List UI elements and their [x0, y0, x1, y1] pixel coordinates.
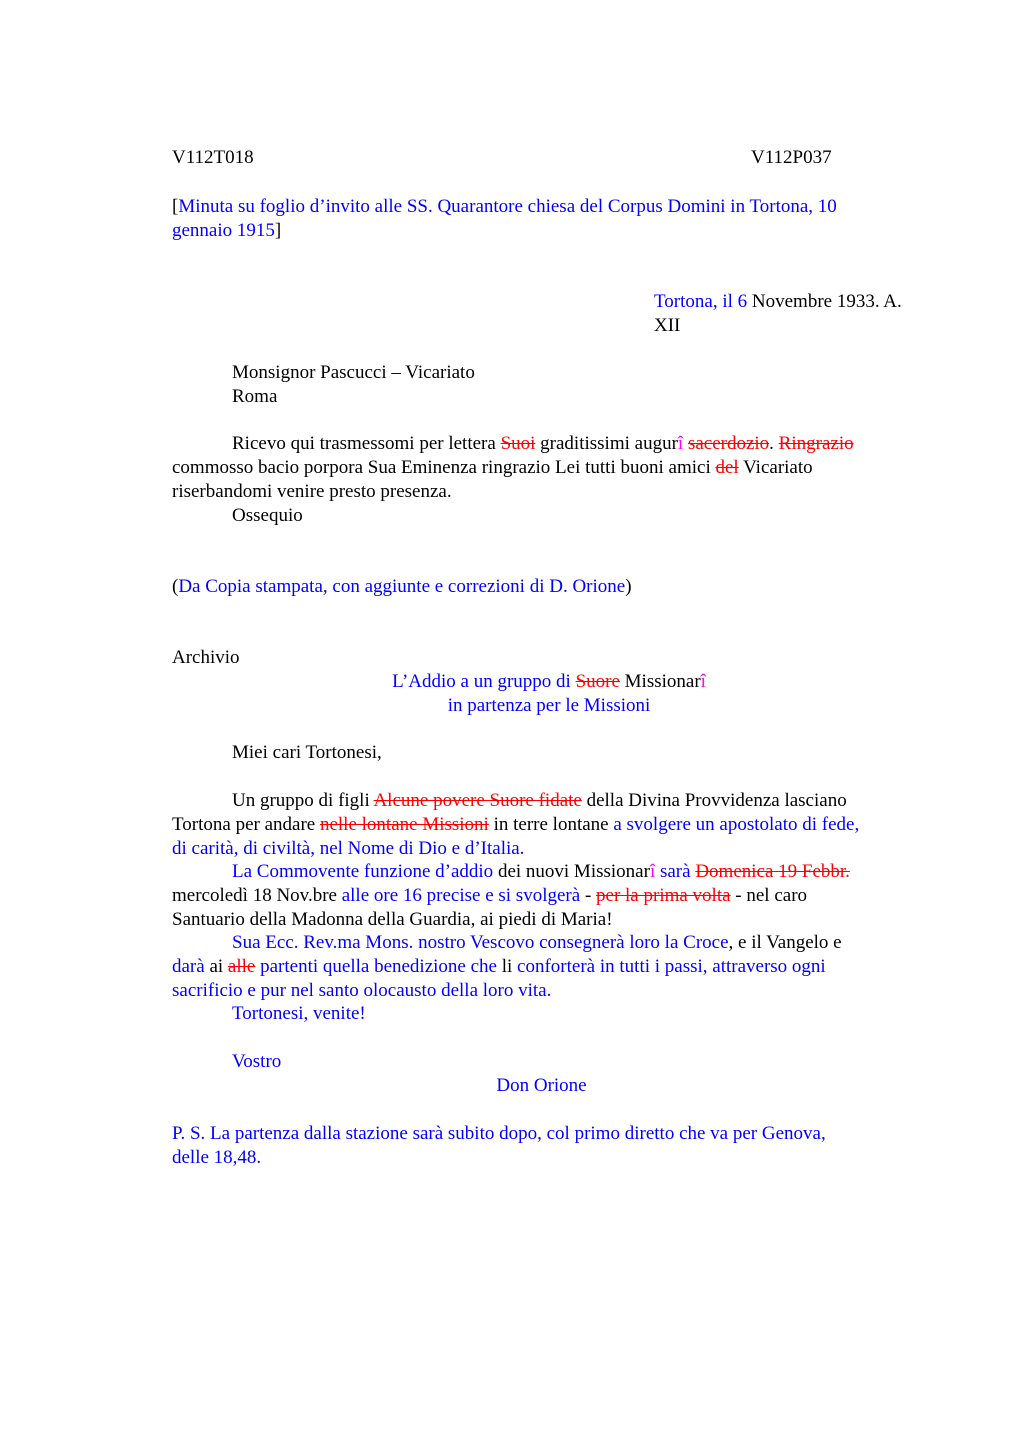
letter-date-line-2: XII [654, 315, 681, 336]
recipient-city: Roma [232, 386, 278, 407]
letter-body-line-1: Ricevo qui trasmessomi per lettera Suoi graditissimi augurî sacerdozio. Ringrazio [232, 433, 854, 454]
letter-date: Tortona, il 6 Novembre 1933. A. [654, 291, 902, 312]
para2-line-3: Santuario della Madonna della Guardia, ai piedi di Maria! [172, 909, 613, 930]
exhortation: Tortonesi, venite! [232, 1003, 366, 1024]
letter-closing: Ossequio [232, 505, 303, 526]
editorial-note-line-2: gennaio 1915] [172, 220, 282, 241]
para1-line-3: di carità, di civiltà, nel Nome di Dio e d’Italia. [172, 838, 525, 859]
archive-label: Archivio [172, 647, 240, 668]
closing-vostro: Vostro [232, 1051, 282, 1072]
para2-line-2: mercoledì 18 Nov.bre alle ore 16 precise e si svolgerà - per la prima volta - nel caro [172, 885, 808, 906]
para2-line-1: La Commovente funzione d’addio dei nuovi Missionarî sarà Domenica 19 Febbr. [232, 861, 850, 882]
postscript-line-1: P. S. La partenza dalla stazione sarà subito dopo, col primo diretto che va per Genova, [172, 1123, 826, 1144]
editorial-note-line-1: [Minuta su foglio d’invito alle SS. Quarantore chiesa del Corpus Domini in Tortona, 10 [172, 196, 837, 217]
letter-body-line-2: commosso bacio porpora Sua Eminenza ringrazio Lei tutti buoni amici del Vicariato [172, 457, 813, 478]
para3-line-2: darà ai alle partenti quella benedizione che li conforterà in tutti i passi, attraverso ogni [172, 956, 826, 977]
postscript-line-2: delle 18,48. [172, 1147, 262, 1168]
para1-line-1: Un gruppo di figli Alcune povere Suore fidate della Divina Provvidenza lasciano [232, 790, 847, 811]
source-note: (Da Copia stampata, con aggiunte e correzioni di D. Orione) [172, 576, 632, 597]
doc-code-right: V112P037 [751, 147, 832, 168]
signature: Don Orione [496, 1075, 587, 1096]
title-line-2: in partenza per le Missioni [447, 695, 651, 716]
para3-line-1: Sua Ecc. Rev.ma Mons. nostro Vescovo consegnerà loro la Croce, e il Vangelo e [232, 932, 842, 953]
greeting: Miei cari Tortonesi, [232, 742, 382, 763]
recipient: Monsignor Pascucci – Vicariato [232, 362, 475, 383]
title-line-1: L’Addio a un gruppo di Suore Missionarî [392, 671, 706, 692]
doc-code-left: V112T018 [172, 147, 254, 168]
letter-body-line-3: riserbandomi venire presto presenza. [172, 481, 452, 502]
para1-line-2: Tortona per andare nelle lontane Missioni in terre lontane a svolgere un apostolato di fede, [172, 814, 860, 835]
para3-line-3: sacrificio e pur nel santo olocausto della loro vita. [172, 980, 552, 1001]
